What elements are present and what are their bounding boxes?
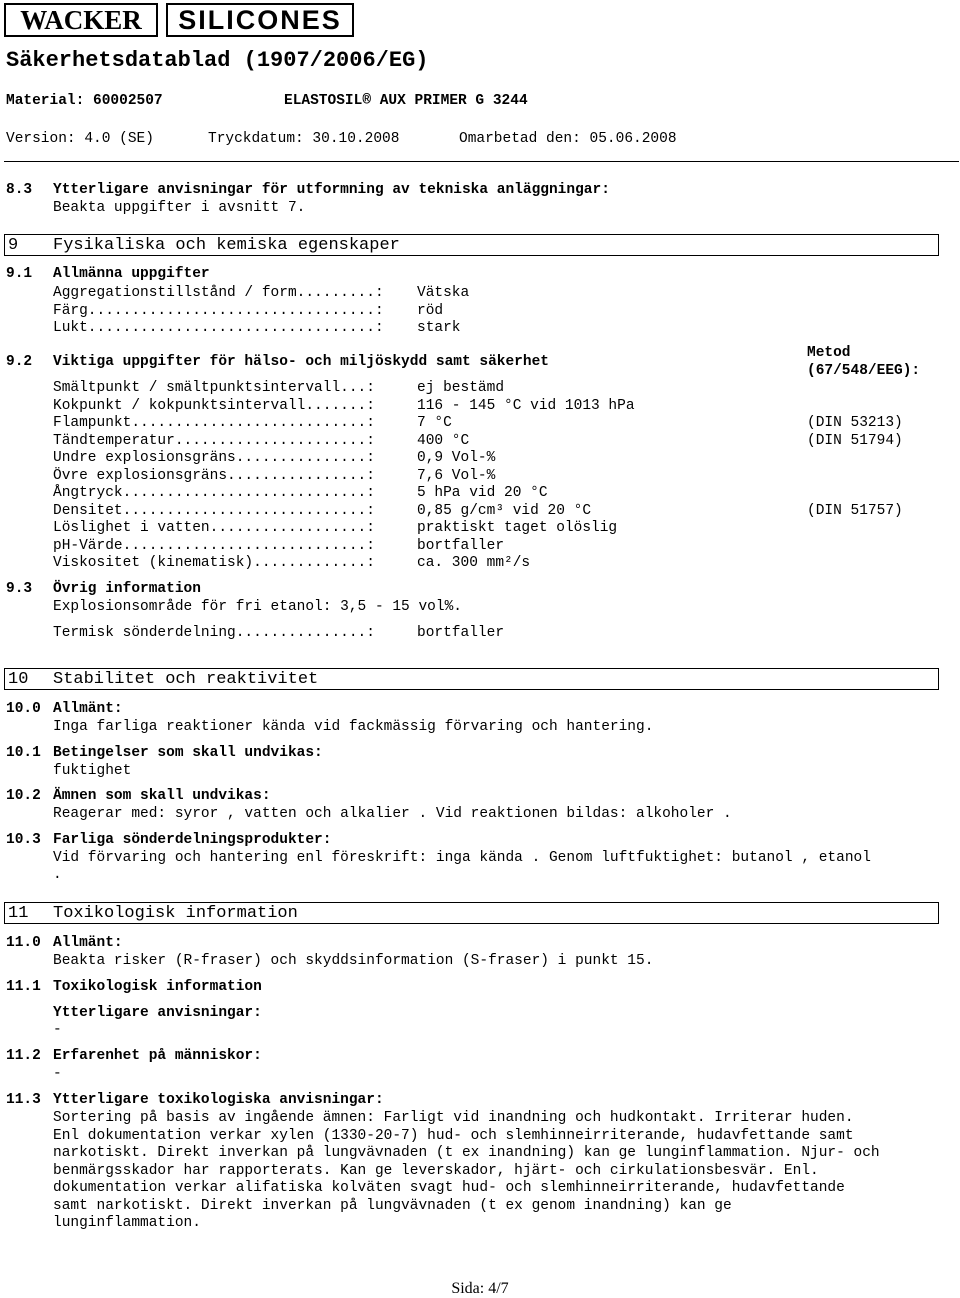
section-8-3-text: Beakta uppgifter i avsnitt 7.: [53, 200, 306, 216]
section-9-2-number: 9.2: [6, 354, 33, 370]
section-10-3-number: 10.3: [6, 832, 41, 848]
section-9-2-title: Viktiga uppgifter för hälso- och miljöskydd samt säkerhet: [53, 354, 549, 370]
wacker-logo: WACKER: [4, 3, 158, 37]
section-9-3-number: 9.3: [6, 581, 33, 597]
property-label: Färg.................................:: [53, 302, 384, 319]
section-10-title: Stabilitet och reaktivitet: [53, 670, 319, 689]
version: Version: 4.0 (SE): [6, 131, 154, 147]
material-number: Material: 60002507: [6, 93, 163, 109]
property-label: Övre explosionsgräns................:: [53, 467, 375, 484]
property-label: Ångtryck............................:: [53, 485, 375, 501]
section-11-3-text-line: benmärgsskador har rapporterats. Kan ge leverskador, hjärt- och cirkulationsbesvär. Enl.: [53, 1162, 819, 1179]
property-value: ej bestämd: [417, 380, 505, 396]
property-label: Undre explosionsgräns...............:: [53, 450, 375, 466]
section-9-1-title: Allmänna uppgifter: [53, 266, 210, 282]
section-10-3-text-line: .: [53, 867, 62, 883]
method-directive: (67/548/EEG):: [807, 363, 921, 379]
section-11-number: 11: [8, 904, 29, 923]
property-label: Löslighet i vatten..................:: [53, 520, 375, 536]
section-11-3-text-line: lunginflammation.: [53, 1215, 201, 1231]
property-value: röd: [417, 302, 444, 319]
property-value: Vätska: [417, 285, 470, 301]
section-9-3-title: Övrig information: [53, 581, 201, 597]
section-10-0-title: Allmänt:: [53, 701, 123, 717]
section-10-0-number: 10.0: [6, 701, 41, 717]
section-11-2-number: 11.2: [6, 1048, 41, 1064]
product-name: ELASTOSIL® AUX PRIMER G 3244: [284, 93, 528, 109]
property-value: bortfaller: [417, 537, 505, 554]
property-label: pH-Värde............................:: [53, 537, 375, 554]
property-method: (DIN 51794): [807, 432, 903, 449]
section-11-1-text: -: [53, 1022, 62, 1038]
silicones-logo: SILICONES: [166, 3, 354, 37]
section-11-3-title: Ytterligare toxikologiska anvisningar:: [53, 1092, 384, 1108]
section-10-0-text: Inga farliga reaktioner kända vid fackmässig förvaring och hantering.: [53, 719, 654, 735]
section-11-title: Toxikologisk information: [53, 904, 298, 923]
section-11-3-text-line: dokumentation verkar alifatiska kolväten svagt hud- och slemhinneirriterande, hudavfettande: [53, 1180, 845, 1196]
section-10-number: 10: [8, 670, 29, 689]
section-10-1-text: fuktighet: [53, 763, 132, 779]
section-11-1-number: 11.1: [6, 979, 41, 995]
section-8-3-number: 8.3: [6, 182, 33, 198]
header-divider: [4, 161, 959, 162]
revised-date: Omarbetad den: 05.06.2008: [459, 131, 677, 147]
section-11-1-subtitle: Ytterligare anvisningar:: [53, 1005, 262, 1021]
section-9-number: 9: [8, 236, 19, 255]
section-11-2-text: -: [53, 1066, 62, 1082]
section-9-1-number: 9.1: [6, 266, 33, 282]
method-heading: Metod: [807, 345, 851, 361]
property-label: Termisk sönderdelning...............:: [53, 625, 375, 641]
property-value: 7 °C: [417, 415, 452, 431]
section-9-header: [4, 234, 939, 256]
property-value: 7,6 Vol-%: [417, 467, 496, 484]
section-10-2-text: Reagerar med: syror , vatten och alkalier . Vid reaktionen bildas: alkoholer .: [53, 806, 732, 822]
section-10-1-number: 10.1: [6, 745, 41, 761]
section-11-0-title: Allmänt:: [53, 935, 123, 951]
section-10-2-number: 10.2: [6, 788, 41, 804]
property-method: (DIN 53213): [807, 415, 903, 431]
section-11-3-text-line: narkotiskt. Direkt inverkan på lungvävnaden (t ex inandning) kan ge lunginflammation. Njur- och: [53, 1145, 880, 1161]
document-title: Säkerhetsdatablad (1907/2006/EG): [6, 48, 429, 73]
section-9-3-text: Explosionsområde för fri etanol: 3,5 - 15 vol%.: [53, 599, 462, 615]
property-value: 116 - 145 °C vid 1013 hPa: [417, 397, 635, 414]
section-10-3-text-line: Vid förvaring och hantering enl föreskrift: inga kända . Genom luftfuktighet: butanol , etanol: [53, 850, 871, 866]
property-label: Smältpunkt / smältpunktsintervall...:: [53, 380, 375, 396]
property-label: Flampunkt...........................:: [53, 415, 375, 431]
property-label: Densitet............................:: [53, 502, 375, 519]
property-value: praktiskt taget olöslig: [417, 520, 618, 536]
property-value: 5 hPa vid 20 °C: [417, 485, 548, 501]
section-11-3-text-line: samt narkotiskt. Direkt inverkan på lungvävnaden (t ex genom inandning) kan ge: [53, 1197, 732, 1214]
section-8-3-title: Ytterligare anvisningar för utformning av tekniska anläggningar:: [53, 182, 610, 198]
section-11-3-text-line: Sortering på basis av ingående ämnen: Farligt vid inandning och hudkontakt. Irriterar huden.: [53, 1110, 854, 1126]
section-11-1-title: Toxikologisk information: [53, 979, 262, 995]
section-11-3-number: 11.3: [6, 1092, 41, 1108]
section-10-header: [4, 668, 939, 690]
property-value: bortfaller: [417, 625, 505, 641]
property-value: 0,9 Vol-%: [417, 450, 496, 466]
property-value: ca. 300 mm²/s: [417, 555, 531, 571]
section-11-0-number: 11.0: [6, 935, 41, 951]
section-11-2-title: Erfarenhet på människor:: [53, 1048, 262, 1064]
section-10-1-title: Betingelser som skall undvikas:: [53, 745, 323, 761]
section-9-title: Fysikaliska och kemiska egenskaper: [53, 236, 400, 255]
section-11-header: [4, 902, 939, 924]
property-value: 400 °C: [417, 432, 470, 449]
property-method: (DIN 51757): [807, 502, 903, 519]
section-10-2-title: Ämnen som skall undvikas:: [53, 788, 271, 804]
section-11-3-text-line: Enl dokumentation verkar xylen (1330-20-7) hud- och slemhinneirriterande, hudavfettande samt: [53, 1127, 854, 1144]
property-label: Lukt.................................:: [53, 320, 384, 336]
property-label: Aggregationstillstånd / form.........:: [53, 285, 384, 301]
property-label: Viskositet (kinematisk).............:: [53, 555, 375, 571]
property-label: Tändtemperatur......................:: [53, 432, 375, 449]
section-10-3-title: Farliga sönderdelningsprodukter:: [53, 832, 332, 848]
page-number: Sida: 4/7: [451, 1280, 509, 1297]
property-value: 0,85 g/cm³ vid 20 °C: [417, 502, 592, 519]
print-date: Tryckdatum: 30.10.2008: [208, 131, 400, 147]
section-11-0-text: Beakta risker (R-fraser) och skyddsinformation (S-fraser) i punkt 15.: [53, 953, 654, 969]
property-value: stark: [417, 320, 461, 336]
property-label: Kokpunkt / kokpunktsintervall.......:: [53, 397, 375, 414]
